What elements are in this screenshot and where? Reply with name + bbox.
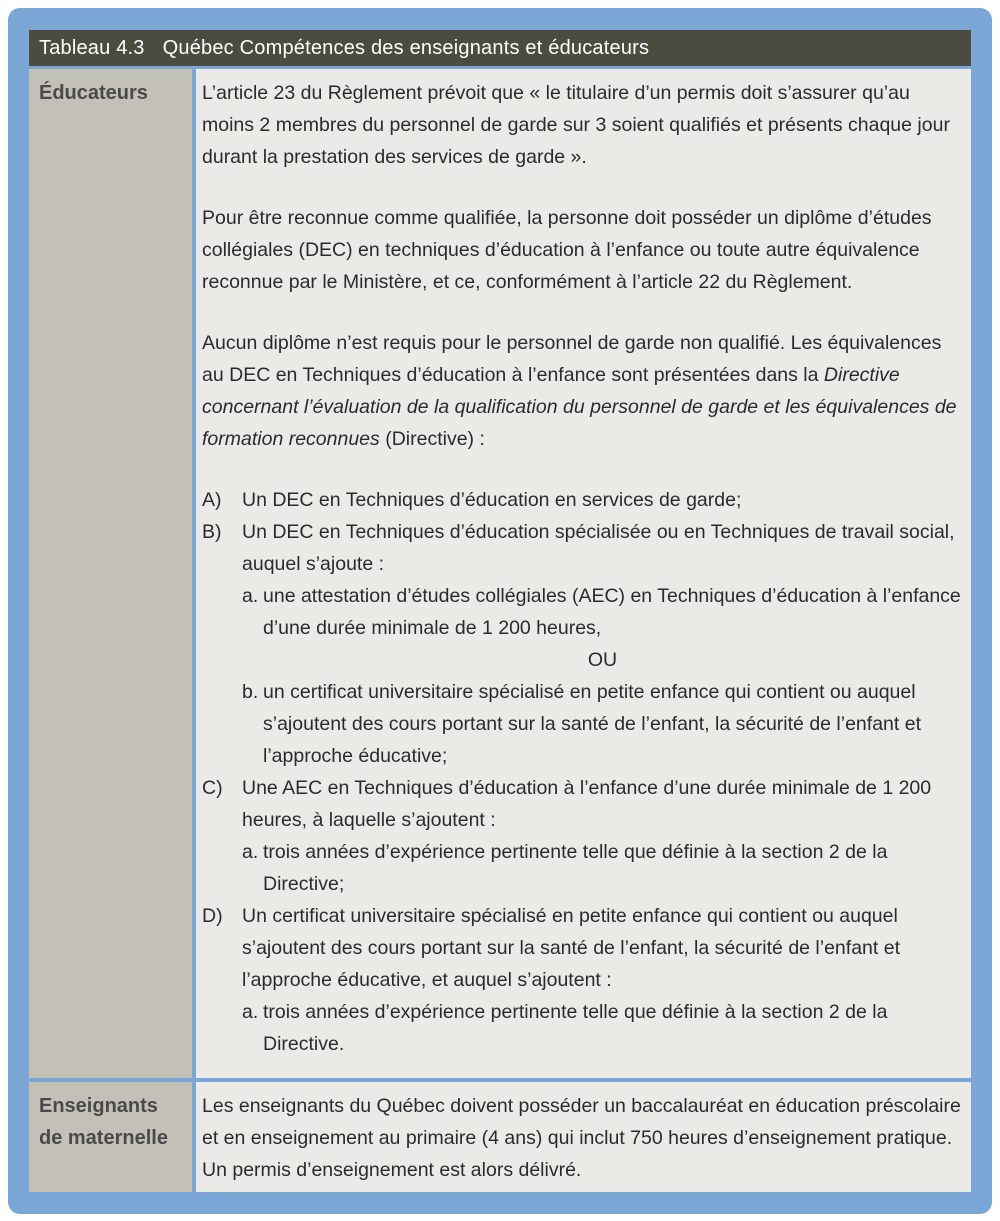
sublist-b-continued xyxy=(202,676,963,772)
list-letter: C) xyxy=(202,777,223,799)
directive-title: Directive concernant l’évaluation de la qualification du personnel de garde et les équivalences de formation reconnues xyxy=(202,364,957,450)
sublist-d xyxy=(202,996,963,1060)
sublist-text: trois années d’expérience pertinente telle que définie à la section 2 de la Directive; xyxy=(263,841,888,895)
list-letter: B) xyxy=(202,521,222,543)
row-content-educateurs xyxy=(196,69,971,1078)
row-content-enseignants xyxy=(196,1082,971,1192)
list-text: Une AEC en Techniques d’éducation à l’enfance d’une durée minimale de 1 200 heures, à laquelle s’ajoutent : xyxy=(242,777,932,831)
sublist-item xyxy=(242,996,963,1060)
paragraph-equivalences xyxy=(202,327,963,455)
sublist-item xyxy=(242,580,963,644)
sublist-letter: a. xyxy=(242,585,259,607)
list-item-b xyxy=(202,516,963,580)
row-label-enseignants: Enseignants de maternelle xyxy=(29,1082,192,1192)
sublist-b xyxy=(202,580,963,644)
list-text: Un DEC en Techniques d’éducation spécialisée ou en Techniques de travail social, auquel s’ajoute : xyxy=(242,521,955,575)
row-label-educateurs: Éducateurs xyxy=(29,69,192,1078)
list-item-d xyxy=(202,900,963,996)
equivalences-text-start: Aucun diplôme n’est requis pour le personnel de garde non qualifié. Les équivalences au DEC en Techniques d’éducation à l’enfance sont présentées dans la xyxy=(202,332,942,386)
row-enseignants xyxy=(29,1082,971,1192)
sublist-c xyxy=(202,836,963,900)
sublist-letter: b. xyxy=(242,681,259,703)
list-item-c xyxy=(202,772,963,836)
sublist-text: une attestation d’études collégiales (AEC) en Techniques d’éducation à l’enfance d’une durée minimale de 1 200 heures, xyxy=(263,585,961,639)
sublist-item xyxy=(242,676,963,772)
paragraph-article-23: L’article 23 du Règlement prévoit que « le titulaire d’un permis doit s’assurer qu’au moins 2 membres du personnel de garde sur 3 soient qualifiés et présents chaque jour durant la prestation des services de garde ». xyxy=(202,82,950,168)
equivalences-text-end: (Directive) : xyxy=(379,428,485,450)
table-number: Tableau 4.3 xyxy=(39,37,145,59)
table-title-bar xyxy=(29,30,971,66)
list-letter: D) xyxy=(202,905,223,927)
list-letter: A) xyxy=(202,489,222,511)
row-educateurs xyxy=(29,69,971,1078)
sublist-letter: a. xyxy=(242,841,259,863)
paragraph-enseignants: Les enseignants du Québec doivent posséder un baccalauréat en éducation préscolaire et en enseignement au primaire (4 ans) qui inclut 750 heures d’enseignement pratique. Un permis d’enseignement est alors délivré. xyxy=(202,1095,961,1181)
sublist-item xyxy=(242,836,963,900)
list-item-a xyxy=(202,484,963,516)
table-title: Québec Compétences des enseignants et éducateurs xyxy=(162,37,650,59)
sublist-text: un certificat universitaire spécialisé en petite enfance qui contient ou auquel s’ajoutent des cours portant sur la santé de l’enfant, la sécurité de l’enfant et l’approche éducative; xyxy=(263,681,921,767)
or-separator: OU xyxy=(587,649,618,671)
sublist-text: trois années d’expérience pertinente telle que définie à la section 2 de la Directive. xyxy=(263,1001,888,1055)
list-text: Un DEC en Techniques d’éducation en services de garde; xyxy=(242,489,742,511)
sublist-letter: a. xyxy=(242,1001,259,1023)
paragraph-qualification: Pour être reconnue comme qualifiée, la personne doit posséder un diplôme d’études collégiales (DEC) en techniques d’éducation à l’enfance ou toute autre équivalence reconnue par le Ministère, et ce, conformément à l’article 22 du Règlement. xyxy=(202,207,932,293)
list-text: Un certificat universitaire spécialisé en petite enfance qui contient ou auquel s’ajoutent des cours portant sur la santé de l’enfant, la sécurité de l’enfant et l’approche éducative, et auquel s’ajoutent : xyxy=(242,905,900,991)
